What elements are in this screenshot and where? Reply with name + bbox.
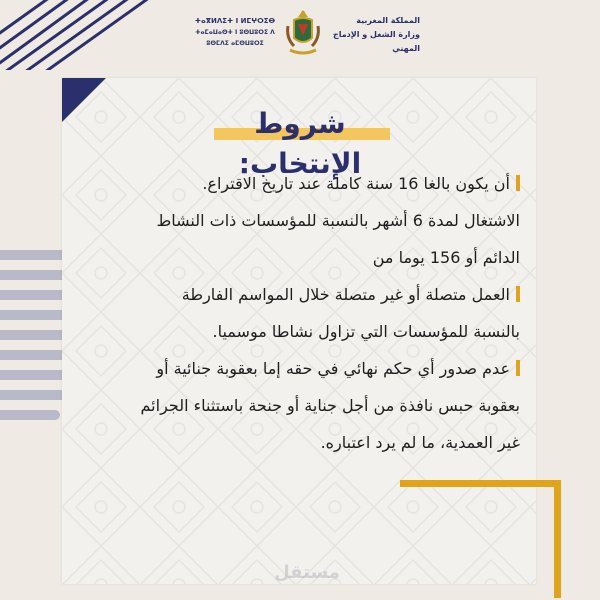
- bullet-marker: [516, 360, 520, 376]
- condition-1-line-2: الاشتغال لمدة 6 أشهر بالنسبة للمؤسسات ذات النشاط: [156, 211, 520, 230]
- bullet-marker: [516, 286, 520, 302]
- tamazight-line-1: ⵜⴰⴳⵍⴷⵉⵜ ⵏ ⵍⵎⵖⵔⵉⴱ: [194, 17, 276, 25]
- conditions-list: [86, 165, 520, 461]
- arabic-header: [330, 14, 420, 56]
- corner-triangle: [62, 78, 106, 122]
- condition-1-line-1: أن يكون بالغا 16 سنة كاملة عند تاريخ الاقتراع.: [202, 174, 510, 193]
- arabic-header-line-1: المملكة المغربية: [356, 16, 420, 25]
- watermark-logo: مستقل: [274, 562, 340, 583]
- gold-frame-right: [554, 480, 561, 598]
- gold-frame-top: [400, 480, 561, 487]
- tamazight-header: [190, 16, 280, 49]
- arabic-header-line-2: وزارة الشغل و الإدماج المهني: [332, 30, 420, 53]
- condition-item-1: [86, 165, 520, 276]
- condition-item-2: [86, 276, 520, 350]
- page-title: شروط الإنتخاب:: [238, 107, 362, 180]
- condition-2-line-2: بالنسبة للمؤسسات التي تزاول نشاطا موسميا.: [212, 322, 520, 341]
- condition-3-line-1: عدم صدور أي حكم نهائي في حقه إما بعقوبة جنائية أو: [156, 359, 510, 378]
- ministry-header: [0, 0, 600, 70]
- royal-emblem-icon: [284, 8, 322, 56]
- bullet-marker: [516, 175, 520, 191]
- condition-item-3: [86, 350, 520, 461]
- condition-2-line-1: العمل متصلة أو غير متصلة خلال المواسم الفارطة: [181, 285, 510, 304]
- condition-3-line-2: بعقوبة حبس نافذة من أجل جناية أو جنحة باستثناء الجرائم: [140, 396, 520, 415]
- condition-1-line-3: الدائم أو 156 يوما من: [372, 248, 520, 267]
- condition-3-line-3: غير العمدية، ما لم يرد اعتباره.: [320, 433, 520, 452]
- tamazight-line-2: ⵜⴰⵎⴰⵡⴰⵙⵜ ⵏ ⵓⵙⵡⵓⵔⵉ ⴷ ⵓⵙⵎⴷⵉ ⴰⵎⵙⵡⵓⵔⵉ: [195, 29, 275, 47]
